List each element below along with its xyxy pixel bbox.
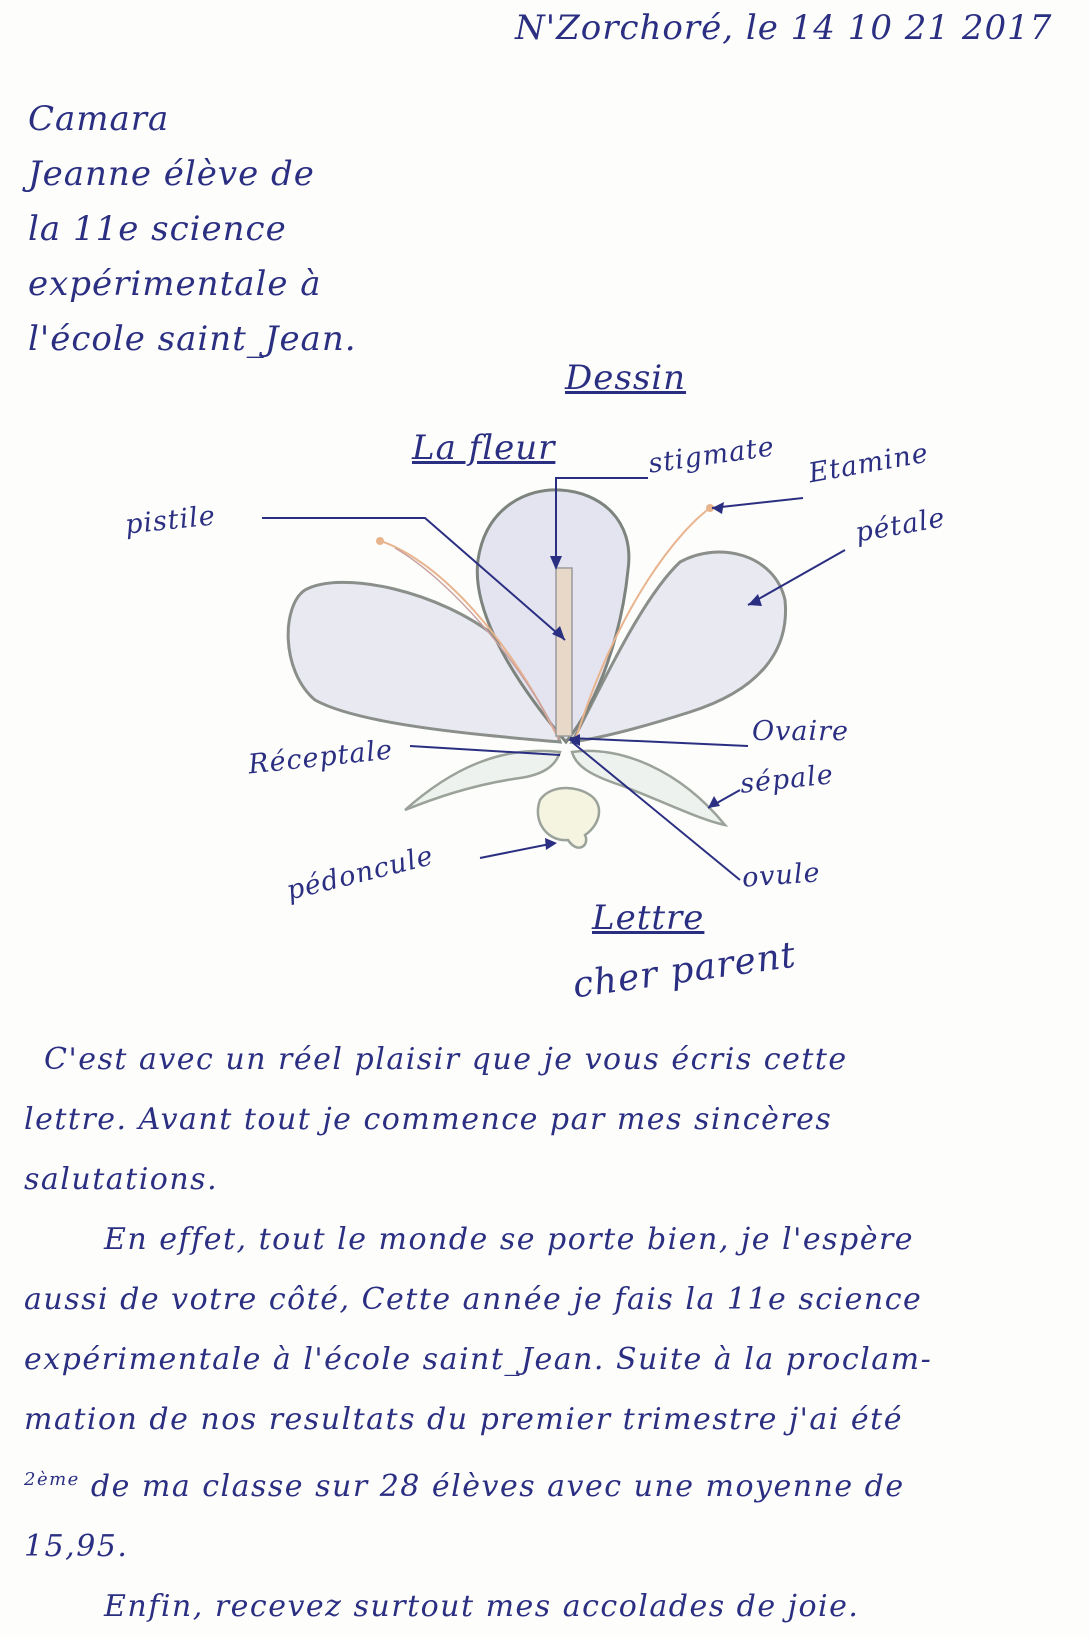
label-pedoncule: pédoncule <box>283 840 437 907</box>
label-ovule: ovule <box>741 857 822 894</box>
intro-line: expérimentale à <box>28 264 322 304</box>
letter-body <box>24 1030 1074 1637</box>
letter-line: 15,95. <box>24 1529 129 1564</box>
letter-line: expérimentale à l'école saint_Jean. Suite à la proclam- <box>24 1342 933 1377</box>
letter-line: mation de nos resultats du premier trimestre j'ai été <box>24 1402 903 1437</box>
drawing-title: Dessin <box>565 358 687 398</box>
letter-line: Enfin, recevez surtout mes accolades de joie. <box>104 1589 860 1624</box>
date-line: N'Zorchoré, le 14 10 21 2017 <box>515 8 1053 48</box>
rank-superscript: 2ème <box>24 1469 80 1490</box>
label-receptacle: Réceptale <box>246 734 395 781</box>
student-intro <box>28 92 357 367</box>
letter-line: C'est avec un réel plaisir que je vous écris cette <box>44 1042 848 1077</box>
label-etamine: Etamine <box>806 437 932 490</box>
letter-line-rest: de ma classe sur 28 élèves avec une moyenne de <box>90 1469 905 1504</box>
anther-left <box>376 537 384 545</box>
letter-title: Lettre <box>592 898 705 938</box>
letter-line: En effet, tout le monde se porte bien, je l'espère <box>104 1222 915 1257</box>
letter-line: lettre. Avant tout je commence par mes sincères <box>24 1102 833 1137</box>
pistil-style <box>556 568 572 736</box>
label-ovaire: Ovaire <box>752 716 850 747</box>
drawing-subtitle: La fleur <box>412 428 556 468</box>
label-stigmate: stigmate <box>646 431 777 480</box>
intro-line: Camara <box>28 99 170 139</box>
peduncle <box>538 788 599 848</box>
intro-line: Jeanne élève de <box>28 154 315 194</box>
intro-line: la 11e science <box>28 209 287 249</box>
letter-line <box>24 1450 1074 1517</box>
label-pistile: pistile <box>123 500 218 541</box>
letter-line: aussi de votre côté, Cette année je fais la 11e science <box>24 1282 923 1317</box>
label-sepale: sépale <box>738 759 836 800</box>
letter-greeting: cher parent <box>570 934 799 1007</box>
sepal-left <box>405 751 560 810</box>
intro-line: l'école saint_Jean. <box>28 319 357 359</box>
letter-line: salutations. <box>24 1162 219 1197</box>
label-petale: pétale <box>852 502 948 549</box>
